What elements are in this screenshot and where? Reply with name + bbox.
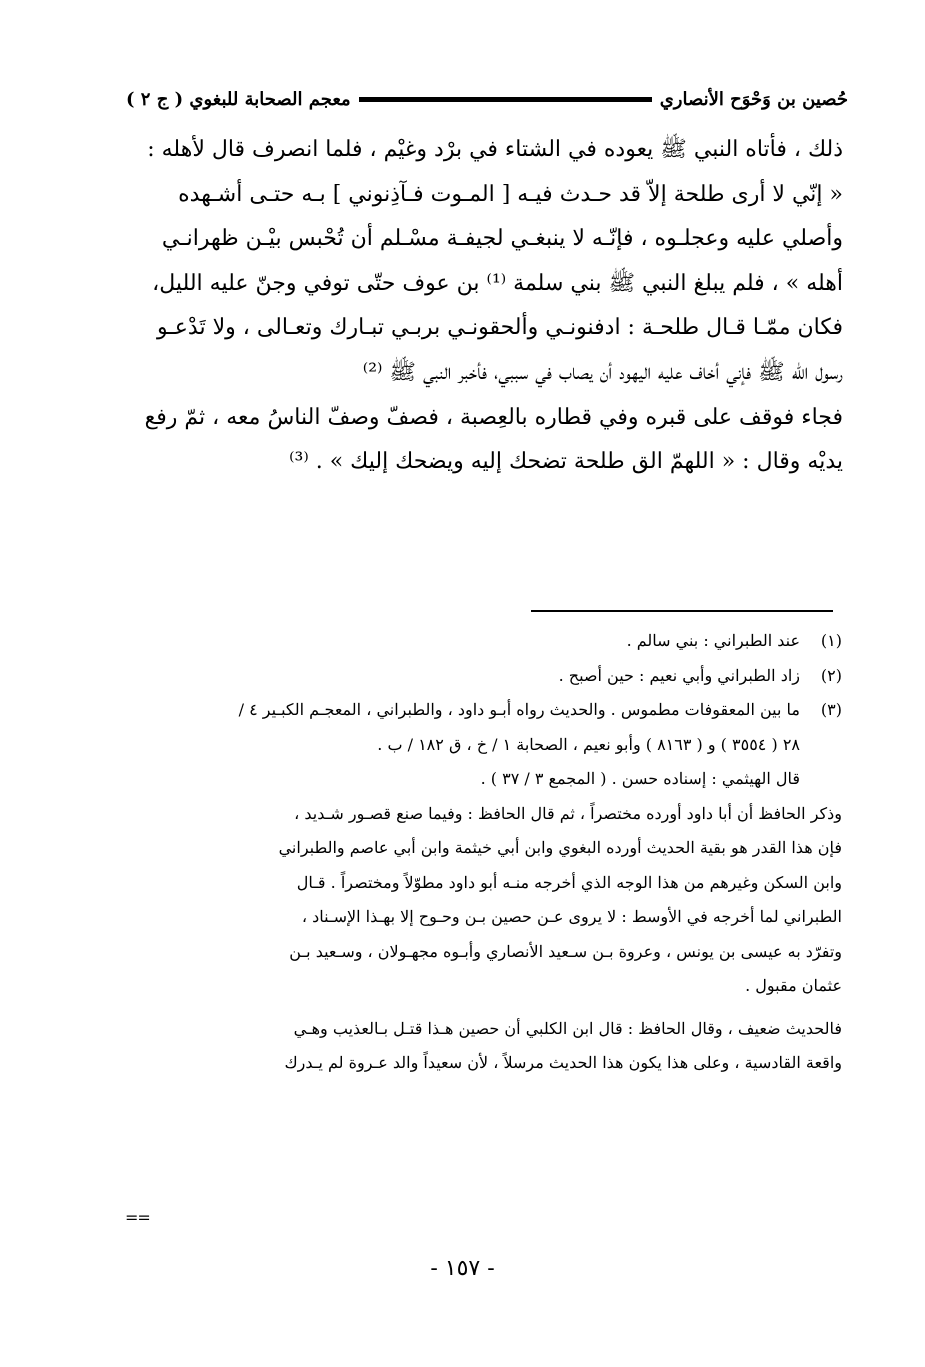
header-rule	[359, 97, 652, 102]
footnote-line: قال الهيثمي : إسناده حسن . ( المجمع ٣ / ٣٧ ) .	[480, 769, 800, 788]
footnote-line: الطبراني لما أخرجه في الأوسط : لا يروى عـن حصين بـن وحـوح إلا بهـذا الإسـناد ،	[301, 907, 842, 926]
text-line: أهله » ، فلم يبلغ النبي ﷺ بني سلمة ⁽¹⁾ بن عوف حتّى توفي وجنّ عليه الليل،	[152, 270, 843, 296]
text-line: وأصلي عليه وعجلـوه ، فإنّـه لا ينبغـي لجيفـة مسْـلم أن تُحْبس بيْـن ظهرانـي	[161, 226, 843, 252]
main-text	[125, 128, 843, 485]
text-line: رسول الله ﷺ فإني أخاف عليه اليهود أن يصاب في سببي، فأخبر النبي ﷺ ⁽²⁾	[362, 359, 843, 385]
footnote-line: وابن السكن وغيرهم من هذا الوجه الذي أخرجه منـه أبو داود مطوّلاً ومختصراً . قـال	[296, 872, 842, 892]
footnote-line: ٢٨ ( ٣٥٥٤ ) و ( ٨١٦٣ ) وأبو نعيم ، الصحابة ١ / خ ، ق ١٨٢ / ب .	[377, 734, 800, 754]
footnote-3	[122, 693, 842, 797]
page-number: - ١٥٧ -	[430, 1256, 495, 1281]
footnote-line: وذكر الحافظ أن أبا داود أورده مختصراً ، ثم قال الحافظ : وفيما صنع قصـور شـديد ،	[294, 803, 842, 823]
footnote-line: عند الطبراني : بني سالم .	[626, 631, 800, 650]
footnote-line: زاد الطبراني وأبي نعيم : حين أصبح .	[558, 665, 800, 685]
footnote-line: فإن هذا القدر هو بقية الحديث أورده البغوي وابن أبي خيثمة وابن أبي عاصم والطبراني	[278, 838, 842, 857]
footnote-line: وتفرّد به عيسى بن يونس ، وعروة بـن سـعيد الأنصاري وأبـوه مجهـولان ، وسـعيد بـن	[289, 941, 842, 961]
footnote-3-continuation	[122, 797, 842, 1004]
footnote-2	[122, 659, 842, 694]
footnote-line: فالحديث ضعيف ، وقال الحافظ : قال ابن الكلبي أن حصين هـذا قتـل بـالعذيب وهـي	[293, 1018, 842, 1038]
footnote-number: (٢)	[820, 665, 842, 685]
footnote-number: (٣)	[820, 700, 842, 719]
text-line: يديْه وقال : « اللهمّ الق طلحة تضحك إليه ويضحك إليك » . ⁽³⁾	[289, 449, 843, 475]
footnote-line: عثمان مقبول .	[745, 976, 842, 995]
text-line: فكان ممّـا قـال طلحـة : ادفنونـي وألحقونـي بربـي تبـارك وتعـالى ، ولا تَدْعـو	[156, 315, 843, 341]
footnote-number: (١)	[820, 631, 842, 650]
footnote-3-final-paragraph	[122, 1012, 842, 1081]
text-line: « إنّي لا أرى طلحة إلاّ قد حـدث فيـه [ المـوت فـآذِنوني ] بـه حتـى أشـهده	[178, 181, 843, 207]
footnote-1	[122, 624, 842, 659]
text-line: ذلك ، فأتاه النبي ﷺ يعوده في الشتاء في برْد وغيْم ، فلما انصرف قال لأهله :	[147, 137, 843, 162]
footnote-divider	[531, 610, 833, 612]
book-title: معجم الصحابة للبغوي ( ج ٢ )	[126, 88, 351, 110]
continuation-mark: ==	[125, 1208, 150, 1227]
footnotes	[122, 624, 842, 1081]
footnote-line: ما بين المعقوفات مطموس . والحديث رواه أبـو داود ، والطبراني ، المعجـم الكبـير ٤ /	[238, 700, 800, 719]
entry-name: حُصين بن وَحْوَح الأنصاري	[659, 88, 848, 110]
running-header	[126, 84, 848, 114]
footnote-line: واقعة القادسية ، وعلى هذا يكون هذا الحديث مرسلاً ، لأن سعيداً والد عـروة لم يـدرك	[284, 1053, 842, 1072]
text-line: فجاء فوقف على قبره وفي قطاره بالعِصبة ، فصفّ وصفّ الناسُ معه ، ثمّ رفع	[144, 404, 843, 430]
